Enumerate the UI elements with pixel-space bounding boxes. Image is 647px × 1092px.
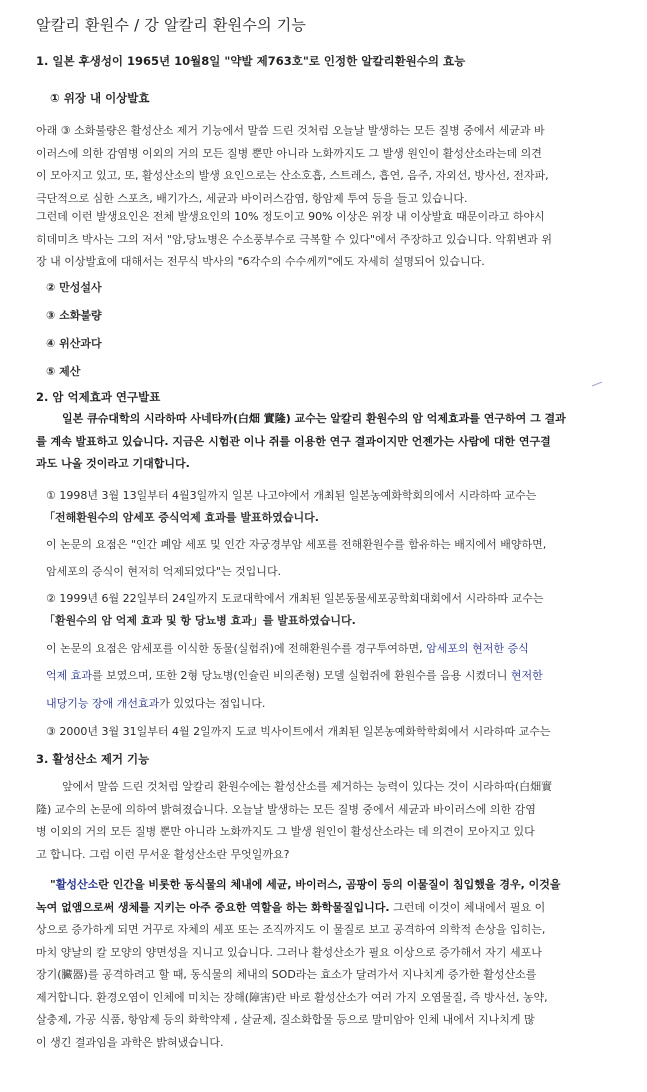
text-line: 이 생긴 결과임을 과학은 밝혀냈습니다.	[36, 1035, 224, 1049]
term-text: 활성산소	[55, 878, 99, 891]
text-line: 과도 나올 것이라고 기대합니다.	[36, 457, 190, 470]
research-item-2-summary-cont	[46, 667, 543, 683]
summary-text: 가 있었다는 점입니다.	[159, 697, 266, 710]
text-line	[36, 874, 604, 897]
research-item-2-summary	[46, 640, 529, 656]
summary-text: 를 보였으며, 또한 2형 당뇨병(인슐린 비의존형) 모델 실험쥐에 환원수를 음용 시켰더니	[92, 669, 511, 682]
text-line: 마치 양날의 칼 모양의 양면성을 지니고 있습니다. 그러나 활성산소가 필요 이상으로 증가해서 자기 세포나	[36, 945, 542, 959]
text-line: 병 이외의 거의 모든 질병 뿐만 아니라 노화까지도 그 발생 원인이 활성산소라는 데 의견이 모아지고 있다	[36, 825, 535, 838]
section-2-heading: 2. 암 억제효과 연구발표	[36, 390, 161, 404]
text-line	[36, 897, 604, 920]
quote-mark: "	[50, 878, 56, 891]
text-line: 그런데 이런 발생요인은 전체 발생요인의 10% 정도이고 90% 이상은 위장 내 이상발효 때문이라고 하야시	[36, 210, 545, 223]
text-line: 극단적으로 심한 스포츠, 배기가스, 세균과 바이러스감염, 항암제 투여 등을 들고 있습니다.	[36, 191, 468, 205]
text-line: 이러스에 의한 감염병 이외의 거의 모든 질병 뿐만 아니라 노화까지도 그 발생 원인이 활성산소라는데 의견	[36, 146, 542, 160]
section-1-sub-1: ① 위장 내 이상발효	[50, 91, 150, 105]
definition-text: 란 인간을 비롯한 동식물의 체내에 세균, 바이러스, 곰팡이 등의 이물질이 침입했을 경우, 이것을	[98, 878, 561, 891]
section-3-heading: 3. 활성산소 제거 기능	[36, 752, 150, 766]
text-line: 제거합니다. 환경오염이 인체에 미치는 장해(障害)란 바로 활성산소가 여러 가지 오염물질, 즉 방사선, 농약,	[36, 990, 548, 1004]
text-line: 고 합니다. 그럼 이런 무서운 활성산소란 무엇일까요?	[36, 847, 290, 861]
research-item-1-summary-cont: 암세포의 증식이 현저히 억제되었다"는 것입니다.	[46, 565, 282, 578]
text-line: 살충제, 가공 식품, 항암제 등의 화학약제 , 살균제, 질소화합물 등으로 말미암아 인체 내에서 지나치게 많	[36, 1013, 535, 1026]
section-1-sub-5: ⑤ 제산	[46, 365, 81, 378]
research-item-3: ③ 2000년 3월 31일부터 4월 2일까지 도쿄 빅사이트에서 개최된 일본농예화학학회에서 시라하따 교수는	[46, 725, 551, 738]
research-item-2-title: 「환원수의 암 억제 효과 및 항 당뇨병 효과」를 발표하였습니다.	[44, 614, 356, 627]
section-1-paragraph-1	[36, 120, 604, 210]
research-item-1-summary: 이 논문의 요점은 "인간 폐암 세포 및 인간 자궁경부암 세포를 전해환원수를 함유하는 배지에서 배양하면,	[46, 538, 547, 551]
text-line: 앞에서 말씀 드린 것처럼 알칼리 환원수에는 활성산소를 제거하는 능력이 있다는 것이 시라하따(白畑實	[62, 780, 553, 793]
definition-text: 녹여 없앰으로써 생체를 지키는 아주 중요한 역할을 하는 화학물질입니다.	[36, 900, 390, 914]
section-3-paragraph-1	[36, 776, 604, 866]
text-line: 상으로 증가하게 되면 거꾸로 자체의 세포 또는 조직까지도 이 물질로 보고 공격하여 의학적 손상을 입히는,	[36, 923, 546, 936]
section-1-sub-2: ② 만성설사	[46, 281, 102, 294]
text-line: 일본 큐슈대학의 시라하따 사네타까(白畑 實隆) 교수는 알칼리 환원수의 암 억제효과를 연구하여 그 결과	[62, 412, 566, 425]
body-text: 그런데 이것이 체내에서 필요 이	[389, 900, 546, 914]
section-3-paragraph-2	[36, 874, 604, 1054]
text-line: 장기(臟器)를 공격하려고 할 때, 동식물의 체내의 SOD라는 효소가 달려가서 지나치게 증가한 활성산소를	[36, 968, 537, 981]
section-1-heading: 1. 일본 후생성이 1965년 10월8일 "약발 제763호"로 인정한 알칼리환원수의 효능	[36, 54, 466, 68]
section-2-paragraph-1	[36, 408, 604, 476]
scan-mark-icon	[590, 378, 604, 388]
section-1-paragraph-2	[36, 206, 604, 274]
text-line: 이 모아지고 있고, 또, 활성산소의 발생 요인으로는 산소호흡, 스트레스, 흡연, 음주, 자외선, 방사선, 전자파,	[36, 169, 549, 182]
section-1-sub-4: ④ 위산과다	[46, 337, 102, 350]
text-line: 隆) 교수의 논문에 의하여 밝혀졌습니다. 오늘날 발생하는 모든 질병 중에서 세균과 바이러스에 의한 감염	[36, 802, 536, 816]
text-line: 히데미츠 박사는 그의 저서 "암,당뇨병은 수소풍부수로 극복할 수 있다"에서 주장하고 있습니다. 악휘변과 위	[36, 232, 552, 246]
page-title: 알칼리 환원수 / 강 알칼리 환원수의 기능	[36, 16, 307, 34]
research-item-2: ② 1999년 6월 22일부터 24일까지 도쿄대학에서 개최된 일본동물세포공학회대회에서 시라하따 교수는	[46, 592, 544, 605]
highlight-text: 내당기능 장애 개선효과	[46, 697, 160, 710]
text-line: 아래 ③ 소화불량은 활성산소 제거 기능에서 말씀 드린 것처럼 오늘날 발생하는 모든 질병 중에서 세균과 바	[36, 124, 545, 137]
text-line: 를 계속 발표하고 있습니다. 지금은 시험관 이나 쥐를 이용한 연구 결과이지만 언젠가는 사람에 대한 연구결	[36, 434, 551, 448]
highlight-text: 현저한	[510, 669, 543, 682]
research-item-2-summary-end	[46, 695, 265, 711]
text-line: 장 내 이상발효에 대해서는 전무식 박사의 "6각수의 수수께끼"에도 자세히 설명되어 있습니다.	[36, 255, 485, 268]
research-item-1: ① 1998년 3월 13일부터 4월3일까지 일본 나고야에서 개최된 일본농예화학회의에서 시라하따 교수는	[46, 489, 537, 502]
summary-text: 이 논문의 요점은 암세포를 이식한 동물(실험쥐)에 전해환원수를 경구투여하면,	[46, 642, 427, 655]
research-item-1-title: 「전해환원수의 암세포 증식억제 효과를 발표하였습니다.	[44, 511, 319, 524]
highlight-text: 억제 효과	[46, 669, 93, 682]
highlight-text: 암세포의 현저한 증식	[426, 642, 529, 655]
section-1-sub-3: ③ 소화불량	[46, 309, 102, 322]
